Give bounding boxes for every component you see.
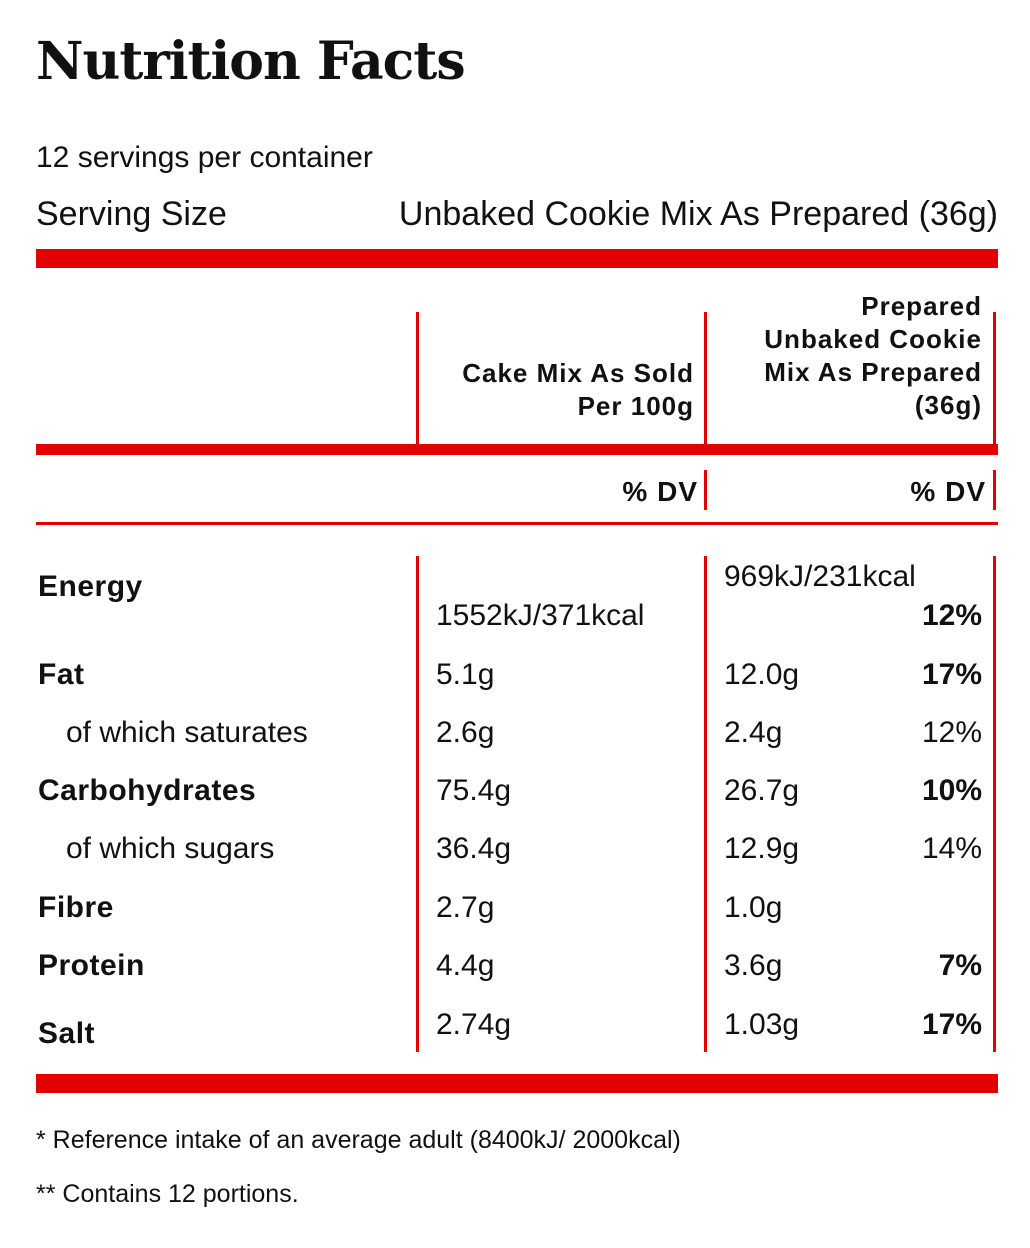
value-prepared-energy: 969kJ/231kcal — [724, 560, 916, 593]
value-as-sold-salt: 2.74g — [436, 1008, 512, 1041]
column-header-line: Per 100g — [577, 391, 694, 421]
column-header-line: (36g) — [914, 390, 982, 420]
dv-carbohydrates: 10% — [921, 774, 982, 807]
serving-size-label: Serving Size — [36, 195, 227, 233]
value-as-sold-protein: 4.4g — [436, 949, 495, 982]
nutrient-label-sugars: of which sugars — [66, 832, 275, 865]
dv-label-as-sold: % DV — [622, 476, 698, 507]
column-header-line: Prepared — [861, 291, 982, 321]
nutrient-label-carbohydrates: Carbohydrates — [38, 774, 257, 807]
nutrient-label-saturates: of which saturates — [66, 716, 308, 749]
nutrient-label-protein: Protein — [38, 949, 145, 982]
value-prepared-protein: 3.6g — [724, 949, 783, 982]
value-prepared-carbohydrates: 26.7g — [724, 774, 800, 807]
dv-energy: 12% — [921, 599, 982, 632]
column-divider — [993, 312, 996, 444]
servings-per-container: 12 servings per container — [36, 141, 373, 174]
value-as-sold-energy: 1552kJ/371kcal — [436, 599, 645, 632]
serving-size-value: Unbaked Cookie Mix As Prepared (36g) — [398, 195, 998, 233]
column-header-as-sold — [424, 357, 694, 423]
column-header-line: Unbaked Cookie — [764, 324, 982, 354]
dv-saturates: 12% — [921, 716, 982, 749]
column-divider — [704, 556, 707, 1052]
column-divider — [704, 470, 707, 510]
value-as-sold-fat: 5.1g — [436, 658, 495, 691]
value-prepared-salt: 1.03g — [724, 1008, 800, 1041]
column-divider — [993, 556, 996, 1052]
column-divider — [704, 312, 707, 444]
column-header-line: Mix As Prepared — [764, 357, 982, 387]
nutrient-label-fat: Fat — [38, 658, 85, 691]
footnote-portions: ** Contains 12 portions. — [36, 1180, 299, 1208]
nutrient-label-salt: Salt — [38, 1017, 96, 1050]
dv-fat: 17% — [921, 658, 982, 691]
nutrient-label-fibre: Fibre — [38, 891, 114, 924]
column-divider — [416, 556, 419, 1052]
header-divider — [36, 444, 998, 455]
column-header-line: Cake Mix As Sold — [462, 358, 694, 388]
column-header-prepared — [712, 290, 982, 422]
dv-salt: 17% — [921, 1008, 982, 1041]
value-as-sold-saturates: 2.6g — [436, 716, 495, 749]
value-as-sold-fibre: 2.7g — [436, 891, 495, 924]
value-prepared-sugars: 12.9g — [724, 832, 800, 865]
column-divider — [993, 470, 996, 510]
column-divider — [416, 312, 419, 444]
dv-label-prepared: % DV — [910, 476, 986, 507]
value-prepared-fibre: 1.0g — [724, 891, 783, 924]
dv-sugars: 14% — [921, 832, 982, 865]
footnote-reference-intake: * Reference intake of an average adult (8400kJ/ 2000kcal) — [36, 1126, 681, 1154]
value-prepared-saturates: 2.4g — [724, 716, 783, 749]
top-divider — [36, 249, 998, 268]
value-prepared-fat: 12.0g — [724, 658, 800, 691]
dv-protein: 7% — [938, 949, 982, 982]
dv-divider — [36, 522, 998, 525]
value-as-sold-carbohydrates: 75.4g — [436, 774, 512, 807]
page-title: Nutrition Facts — [36, 31, 465, 92]
value-as-sold-sugars: 36.4g — [436, 832, 512, 865]
nutrient-label-energy: Energy — [38, 570, 143, 603]
bottom-divider — [36, 1074, 998, 1093]
